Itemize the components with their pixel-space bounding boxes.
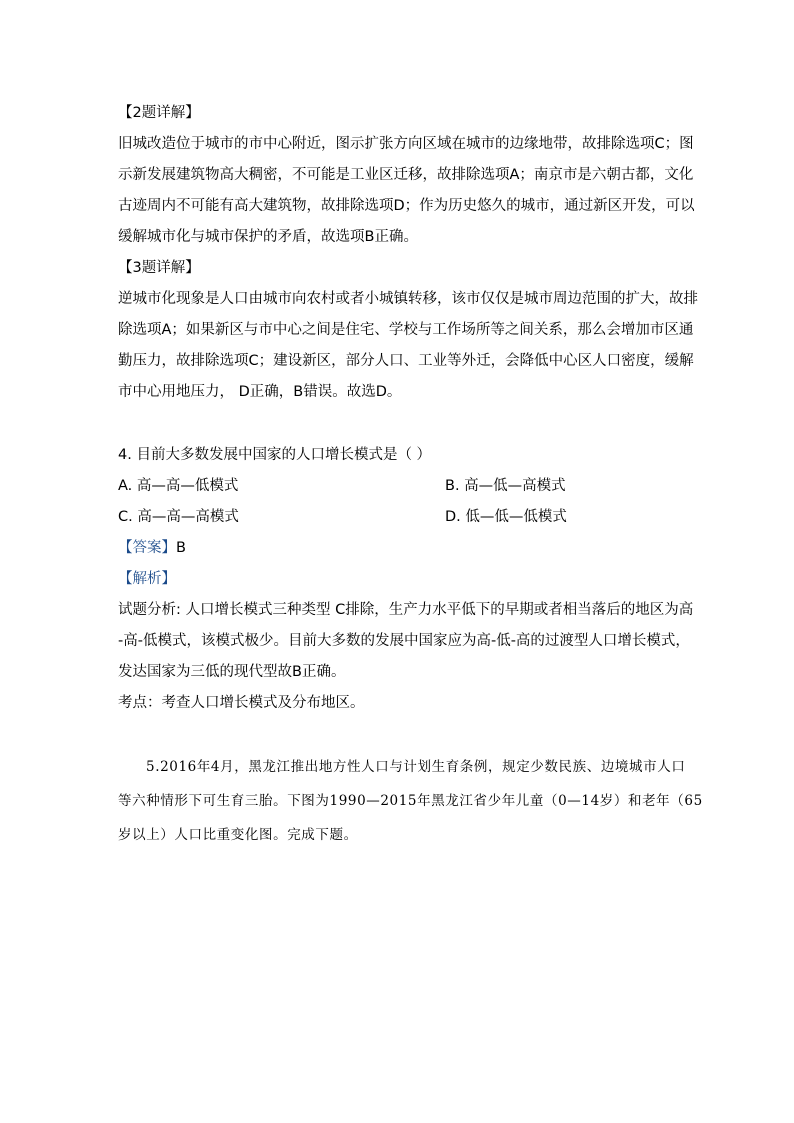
q5-stem-line: 岁以上）人口比重变化图。完成下题。 — [118, 827, 358, 843]
analysis-tag: 【解析】 — [118, 571, 176, 587]
q4-analysis-tag — [118, 569, 176, 589]
answer-tag: 【答案】 — [118, 540, 176, 556]
q5-stem-line: 5.2016年4月，黑龙江推出地方性人口与计划生育条例，规定少数民族、边境城市人口 — [146, 759, 686, 775]
q3-paragraph-line: 勤压力，故排除选项C；建设新区，部分人口、工业等外迁，会降低中心区人口密度，缓解 — [118, 353, 694, 369]
answer-value: B — [176, 540, 186, 556]
q3-heading: 【3题详解】 — [118, 260, 200, 276]
q4-option-d: D. 低—低—低模式 — [445, 509, 567, 525]
q4-option-a: A. 高—高—低模式 — [118, 478, 239, 494]
q4-option-c: C. 高—高—高模式 — [118, 509, 239, 525]
q4-analysis-line: 发达国家为三低的现代型故B正确。 — [118, 664, 346, 680]
q3-paragraph-line: 逆城市化现象是人口由城市向农村或者小城镇转移，该市仅仅是城市周边范围的扩大，故排 — [118, 291, 698, 307]
q4-question: 4. 目前大多数发展中国家的人口增长模式是（ ） — [118, 447, 432, 463]
q2-paragraph-line: 旧城改造位于城市的市中心附近，图示扩张方向区域在城市的边缘地带，故排除选项C；图 — [118, 136, 694, 152]
q2-paragraph-line: 缓解城市化与城市保护的矛盾，故选项B正确。 — [118, 229, 418, 245]
q2-paragraph-line: 示新发展建筑物高大稠密，不可能是工业区迁移，故排除选项A；南京市是六朝古都，文化 — [118, 167, 694, 183]
q4-analysis-line: -高-低模式，该模式极少。目前大多数的发展中国家应为高-低-高的过渡型人口增长模式， — [118, 633, 690, 649]
q2-heading: 【2题详解】 — [118, 105, 200, 121]
q4-option-b: B. 高—低—高模式 — [445, 478, 566, 494]
q2-paragraph-line: 古迹周内不可能有高大建筑物，故排除选项D；作为历史悠久的城市，通过新区开发，可以 — [118, 198, 695, 214]
q5-stem-line: 等六种情形下可生育三胎。下图为1990—2015年黑龙江省少年儿童（0—14岁）和老年（65 — [118, 793, 703, 809]
q4-kaodian: 考点：考查人口增长模式及分布地区。 — [118, 695, 365, 711]
q4-analysis-line: 试题分析: 人口增长模式三种类型 C排除，生产力水平低下的早期或者相当落后的地区为高 — [118, 602, 694, 618]
q4-answer — [118, 538, 186, 558]
q3-paragraph-line: 除选项A；如果新区与市中心之间是住宅、学校与工作场所等之间关系，那么会增加市区通 — [118, 322, 694, 338]
q3-paragraph-line: 市中心用地压力， D正确，B错误。故选D。 — [118, 384, 402, 400]
